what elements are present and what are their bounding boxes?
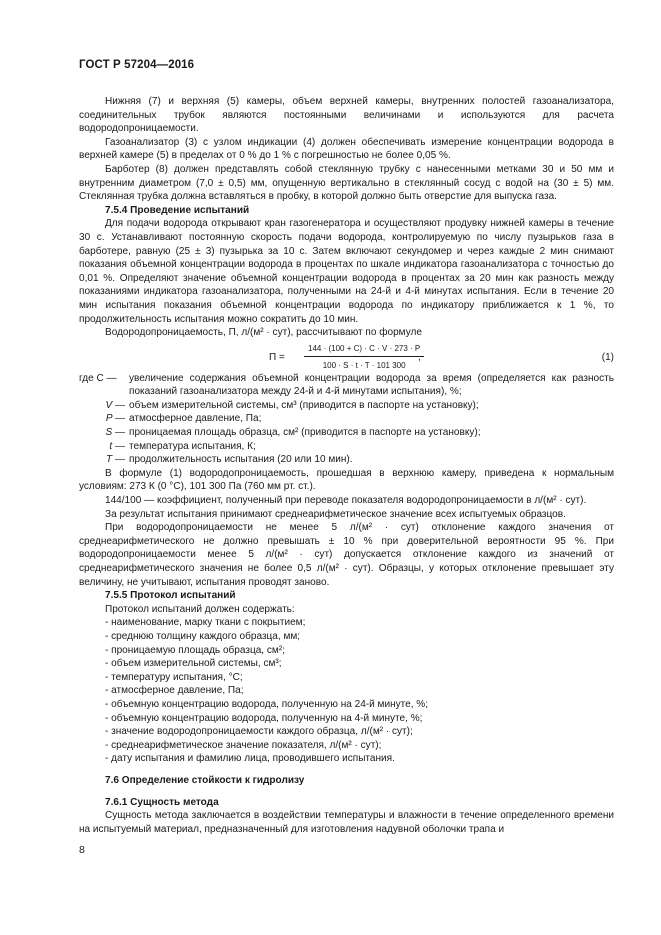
- paragraph-protocol-intro: Протокол испытаний должен содержать:: [105, 603, 295, 615]
- formula-fraction: [304, 342, 424, 373]
- formula-number: (1): [601, 351, 614, 363]
- where-item-v: [79, 399, 614, 413]
- document-header: ГОСТ Р 57204—2016: [79, 59, 195, 71]
- formula-numerator: 144 · (100 + C) · C · V · 273 · P: [304, 342, 424, 358]
- spacer: [79, 766, 614, 774]
- where-symbol: T —: [106, 454, 125, 466]
- where-symbol: V —: [105, 399, 125, 411]
- where-item-s: [79, 426, 614, 440]
- list-item: - атмосферное давление, Па;: [105, 685, 244, 697]
- where-item-t-lower: [79, 440, 614, 454]
- formula-comma: ,: [418, 351, 421, 363]
- list-item: - наименование, марку ткани с покрытием;: [105, 617, 306, 629]
- paragraph-gas-analyzer: Газоанализатор (3) с узлом индикации (4) должен обеспечивать измерение концентрации водорода в верхней камере (5) в пределах от 0 % до 1 % с погрешностью не более 0,05 %.: [79, 136, 614, 162]
- list-item: - проницаемую площадь образца, см²;: [105, 644, 285, 656]
- paragraph-coefficient: 144/100 — коэффициент, полученный при переводе показателя водородопроницаемости в л/(м² · сут).: [105, 495, 587, 507]
- page-number: 8: [79, 844, 85, 856]
- list-item: - объем измерительной системы, см³;: [105, 658, 282, 670]
- list-item: - среднюю толщину каждого образца, мм;: [105, 630, 301, 642]
- list-item: - среднеарифметическое значение показателя, л/(м² · сут);: [105, 739, 382, 751]
- where-symbol: P —: [105, 413, 125, 425]
- where-symbol: S —: [105, 427, 125, 439]
- where-symbol: где С —: [79, 372, 117, 384]
- paragraph-method-essence: Сущность метода заключается в воздействии температуры и влажности в течение определенного времени на испытуемый материал, предназначенный для изготовления надувной оболочки трапа и: [79, 810, 614, 835]
- protocol-list: [79, 616, 614, 766]
- paragraph-deviation: При водородопроницаемости не менее 5 л/(м² · сут) отклонение каждого значения от среднеарифметического не должно превышать ± 10 % при доверительной вероятности 95 %. При водородопроницаемости менее 5 л/(м² · сут) допускается отклонение каждого из значений от среднеарифметического значения не более 0,5 л/(м² · сут). Образцы, у которых отклонение превышает эту величину, не учитывают, испытания проводят заново.: [79, 522, 614, 588]
- where-item-p: [79, 412, 614, 426]
- list-item: - дату испытания и фамилию лица, проводившего испытания.: [105, 753, 395, 765]
- paragraph-result: За результат испытания принимают среднеарифметическое значение всех испытуемых образцов.: [105, 508, 566, 520]
- formula-denominator: 100 · S · t · T · 101 300: [322, 361, 406, 371]
- paragraph-bubbler: Барботер (8) должен представлять собой стеклянную трубку с нанесенными метками 30 и 50 мм и внутренним диаметром (7,0 ± 0,5) мм, опущенную вертикально в стеклянный сосуд с водой на (30 ± 5) мм. Стеклянная трубка должна вставляться в пробку, в которой должно быть отверстие для выпуска газа.: [79, 163, 614, 203]
- where-symbol: t —: [109, 440, 125, 452]
- section-heading-7-5-4: 7.5.4 Проведение испытаний: [105, 204, 250, 216]
- spacer: [79, 788, 614, 796]
- where-text: продолжительность испытания (20 или 10 мин).: [129, 454, 353, 466]
- list-item: - объемную концентрацию водорода, полученную на 4-й минуте, %;: [105, 712, 423, 724]
- where-item-t-upper: [79, 453, 614, 467]
- section-heading-7-6-1: 7.6.1 Сущность метода: [105, 796, 219, 808]
- list-item: - значение водородопроницаемости каждого образца, л/(м² · сут);: [105, 726, 413, 738]
- formula-lhs: П =: [269, 351, 285, 363]
- where-item-c: [79, 372, 614, 399]
- section-heading-7-6: 7.6 Определение стойкости к гидролизу: [105, 774, 305, 786]
- page-body: [79, 95, 614, 836]
- formula-1: [79, 342, 614, 372]
- list-item: - объемную концентрацию водорода, полученную на 24-й минуте, %;: [105, 698, 429, 710]
- paragraph-chambers: Нижняя (7) и верхняя (5) камеры, объем верхней камеры, внутренних полостей газоанализатора, соединительных трубок являются постоянными величинами и используются для расчета водородопроницаемости.: [79, 96, 614, 135]
- where-text: температура испытания, К;: [129, 440, 256, 452]
- paragraph-normal-conditions: В формуле (1) водородопроницаемость, прошедшая в верхнюю камеру, приведена к нормальным условиям: 273 К (0 °С), 101 300 Па (760 мм рт. ст.).: [79, 467, 614, 493]
- where-text: атмосферное давление, Па;: [129, 413, 262, 425]
- where-text: проницаемая площадь образца, см² (приводится в паспорте на установку);: [129, 427, 481, 439]
- where-text: увеличение содержания объемной концентрации водорода за время (определяется как разность показаний газоанализатора между 24-й и 4-й минутами испытания), %;: [129, 372, 614, 398]
- paragraph-test-procedure: Для подачи водорода открывают кран газогенератора и осуществляют продувку нижней камеры в течение 30 с. Устанавливают постоянную скорость подачи водорода, контролируемую по числу пузырьков газа в барботере, равную (25 ± 3) пузырька за 10 с. Затем включают секундомер и через каждые 2 мин снимают показания объемной концентрации водорода в процентах по шкале индикатора газоанализатора с точностью до 0,01 %. Определяют значение объемной концентрации водорода в процентах за 20 мин как разность между показаниями индикатора газоанализатора, полученными на 24-й и 4-й минутах испытания. Если в течение 20 мин испытания показания объемной концентрации водорода по индикатору приближается к 1 %, то продолжительность испытания можно сократить до 10 мин.: [79, 218, 614, 325]
- section-heading-7-5-5: 7.5.5 Протокол испытаний: [105, 590, 236, 602]
- list-item: - температуру испытания, °С;: [105, 671, 243, 683]
- where-text: объем измерительной системы, см³ (приводится в паспорте на установку);: [129, 399, 479, 411]
- paragraph-formula-intro: Водородопроницаемость, П, л/(м² · сут), рассчитывают по формуле: [105, 327, 422, 339]
